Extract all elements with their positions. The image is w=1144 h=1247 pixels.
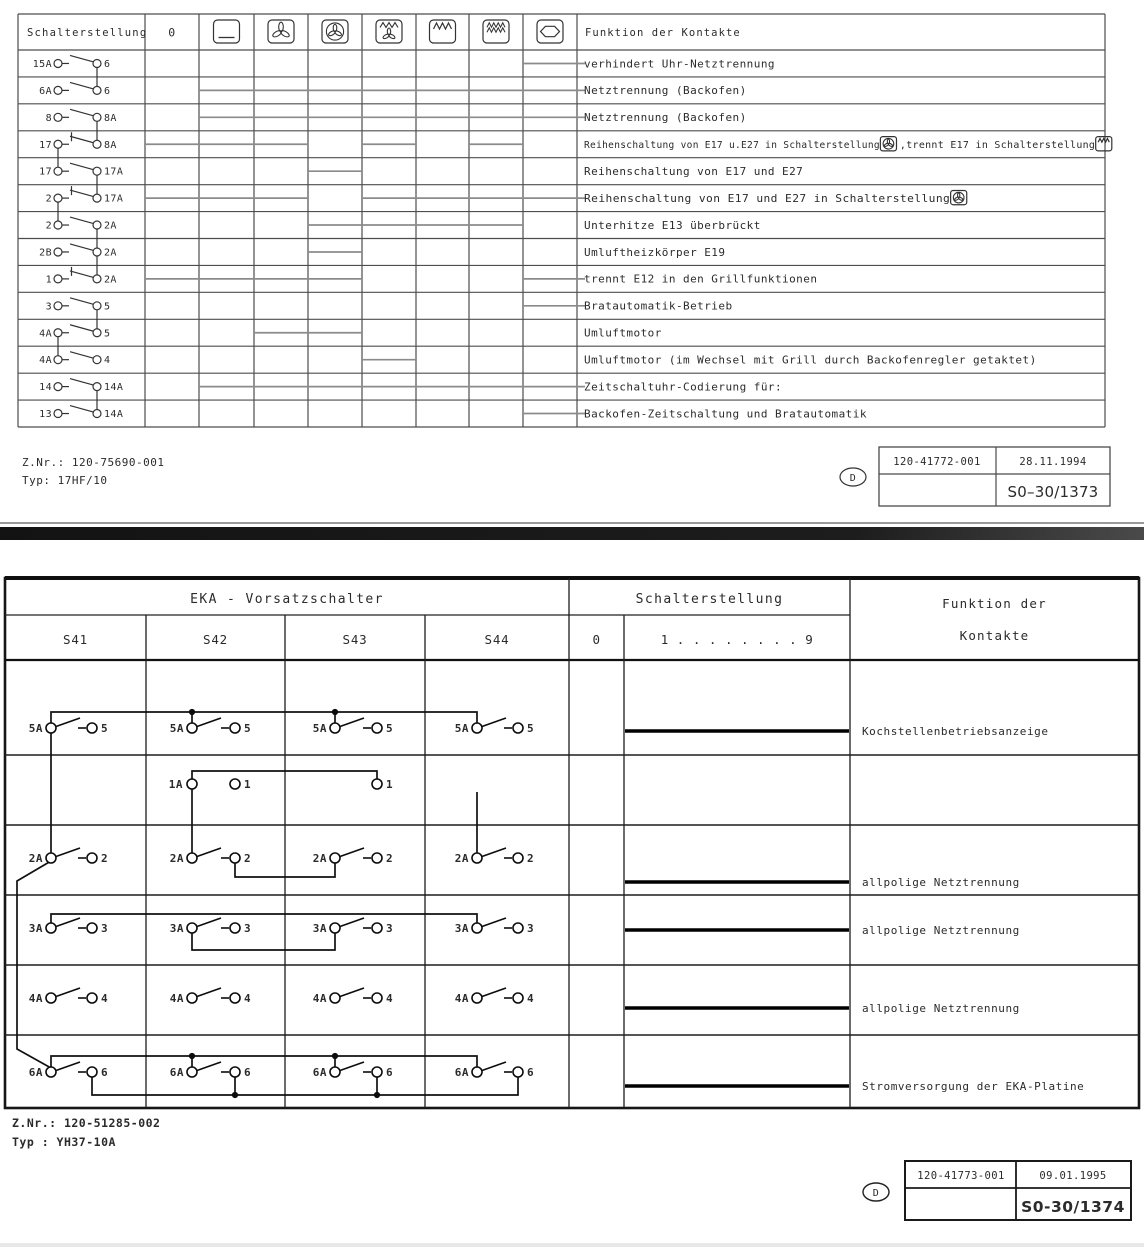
sheet-number: S0-30/1374 xyxy=(1021,1198,1125,1216)
contact-label-right: 2 xyxy=(244,852,252,865)
contact-label-left: 4A xyxy=(39,328,52,340)
contact-circle-left xyxy=(54,275,62,283)
switch-lever xyxy=(197,1062,221,1071)
contact-circle-right xyxy=(93,329,101,337)
contact-circle-right xyxy=(93,356,101,364)
contact-label-right: 6 xyxy=(104,85,111,97)
contact-label-left: 2A xyxy=(312,852,327,865)
function-text: verhindert Uhr-Netztrennung xyxy=(584,57,775,71)
switch-lever xyxy=(197,848,221,857)
contact-circle-right xyxy=(93,167,101,175)
contact-circle-left xyxy=(46,923,56,933)
contact-label-right: 5 xyxy=(386,722,394,735)
line xyxy=(285,615,1108,1108)
oven-bottom-heat-icon xyxy=(214,20,240,43)
contact-label-left: 4A xyxy=(312,992,327,1005)
switch-symbol xyxy=(29,918,108,935)
switch-lever xyxy=(482,988,506,997)
function-text: Reihenschaltung von E17 u.E27 in Schalterstellung xyxy=(584,140,880,152)
switch-symbol xyxy=(313,918,393,935)
contact-label-right: 14A xyxy=(104,409,124,421)
function-text: Reihenschaltung von E17 und E27 xyxy=(584,164,804,178)
switch-lever xyxy=(340,848,364,857)
contact-circle-left xyxy=(46,993,56,1003)
contact-label-left: 6A xyxy=(28,1066,43,1079)
contact-circle-right xyxy=(230,993,240,1003)
contact-label-right: 4 xyxy=(386,992,394,1005)
contact-label-right: 8A xyxy=(104,112,117,124)
contact-circle-right xyxy=(513,1067,523,1077)
switch-row xyxy=(39,406,867,421)
doc-number: 120-41773-001 xyxy=(917,1170,1005,1182)
grill-zigzag-1 xyxy=(487,23,505,27)
contact-circle-right xyxy=(87,723,97,733)
switch-lever xyxy=(70,352,94,359)
contact-circle-right xyxy=(230,1067,240,1077)
contact-label-left: 14 xyxy=(39,382,52,394)
contact-circle-left xyxy=(187,1067,197,1077)
contact-label-right: 2 xyxy=(101,852,109,865)
contact-label-right: 8A xyxy=(104,139,117,151)
function-text: Backofen-Zeitschaltung und Bratautomatik xyxy=(584,407,867,421)
contact-label-right: 5 xyxy=(101,722,109,735)
header-schalterstellung: Schalterstellung xyxy=(635,592,784,607)
icon-frame xyxy=(214,20,240,43)
hexagon-icon xyxy=(537,20,563,43)
switch-symbol xyxy=(29,1062,108,1079)
switch-lever xyxy=(482,718,506,727)
contact-label: 1 xyxy=(386,778,394,791)
contact-label-right: 2 xyxy=(386,852,394,865)
contact-circle-left xyxy=(54,248,62,256)
switch-lever xyxy=(70,379,94,386)
switch-lever xyxy=(56,1062,80,1071)
contact-circle-right xyxy=(513,993,523,1003)
contact-label-right: 3 xyxy=(527,922,535,935)
fan-circle-icon xyxy=(322,20,348,43)
header-position-range: 1 . . . . . . . . 9 xyxy=(660,632,814,647)
switch-symbol xyxy=(455,718,534,735)
switch-lever xyxy=(197,718,221,727)
contact-circle-left xyxy=(46,853,56,863)
junction-dot xyxy=(232,1092,238,1098)
contact-circle xyxy=(187,779,197,789)
contact-label-right: 17A xyxy=(104,193,124,205)
contact-label-left: 5A xyxy=(454,722,469,735)
function-text: Kochstellenbetriebsanzeige xyxy=(862,725,1049,739)
junction-dot xyxy=(374,1092,380,1098)
switch-symbol xyxy=(455,988,534,1005)
switch-lever xyxy=(56,848,80,857)
contact-circle-right xyxy=(93,302,101,310)
junction-dot xyxy=(189,1053,195,1059)
contact-label-left: 3A xyxy=(28,922,43,935)
contact-label-right: 5 xyxy=(104,328,111,340)
contact-circle-left xyxy=(330,923,340,933)
table-border xyxy=(5,578,1139,1108)
switch-row xyxy=(39,244,725,259)
switch-lever xyxy=(340,718,364,727)
contact-circle-left xyxy=(54,86,62,94)
junction-dot xyxy=(332,709,338,715)
fan-hub xyxy=(388,34,390,36)
function-text: Umluftmotor xyxy=(584,326,662,340)
switch-lever xyxy=(70,271,94,278)
contact-label-left: 15A xyxy=(32,58,52,70)
contact-circle-left xyxy=(54,167,62,175)
contact-label-right: 6 xyxy=(527,1066,535,1079)
wire xyxy=(51,914,477,928)
function-text: Bratautomatik-Betrieb xyxy=(584,299,733,313)
page-separator xyxy=(0,522,1144,540)
switch-row xyxy=(46,298,733,313)
contact-circle-right xyxy=(93,140,101,148)
contact-label-right: 3 xyxy=(244,922,252,935)
contact-circle-left xyxy=(54,356,62,364)
switch-lever xyxy=(70,406,94,413)
contact-label-right: 6 xyxy=(101,1066,109,1079)
fan-hub xyxy=(334,31,336,33)
contact-circle-right xyxy=(93,113,101,121)
switch-lever xyxy=(56,918,80,927)
header-zero: 0 xyxy=(592,632,601,647)
switch-symbol xyxy=(29,848,108,865)
contact-circle-right xyxy=(513,723,523,733)
contact-circle-right xyxy=(87,853,97,863)
switch-lever xyxy=(70,109,94,116)
contact-label-left: 5A xyxy=(28,722,43,735)
switch-row xyxy=(29,848,534,865)
doc-date: 09.01.1995 xyxy=(1039,1170,1107,1182)
fan-circle-icon xyxy=(880,137,896,151)
contact-circle-right xyxy=(230,853,240,863)
contact-label-left: 3 xyxy=(45,301,52,313)
switch-row xyxy=(29,1062,534,1079)
switch-lever xyxy=(340,918,364,927)
function-text: Umluftmotor (im Wechsel mit Grill durch Backofenregler getaktet) xyxy=(584,353,1037,367)
header-funktion-2: Kontakte xyxy=(959,628,1030,643)
contact-label-left: 3A xyxy=(454,922,469,935)
switch-lever xyxy=(482,848,506,857)
switch-symbol xyxy=(455,848,534,865)
sheet-number: S0–30/1373 xyxy=(1007,483,1099,501)
eka-vorsatzschalter-table xyxy=(5,578,1139,1220)
col-header-schalterstellung: Schalterstellung xyxy=(27,27,148,39)
switch-lever xyxy=(482,918,506,927)
contact-label: 1A xyxy=(168,778,183,791)
contact-label-left: 2B xyxy=(39,247,52,259)
grill-icon xyxy=(430,20,456,43)
contact-circle-left xyxy=(472,853,482,863)
contact-circle-right xyxy=(87,1067,97,1077)
header-eka-vorsatzschalter: EKA - Vorsatzschalter xyxy=(190,592,384,607)
contact-circle-right xyxy=(513,923,523,933)
hexagon-shape xyxy=(541,26,560,36)
grill-zigzag xyxy=(380,23,398,28)
contact-label-left: 17 xyxy=(39,139,52,151)
col-header-funktion: Funktion der Kontakte xyxy=(585,27,741,39)
switch-lever xyxy=(70,325,94,332)
contact-circle-left xyxy=(187,853,197,863)
switch-row xyxy=(33,55,775,70)
fan-hub xyxy=(280,30,282,32)
wire xyxy=(51,712,477,728)
function-text: Netztrennung (Backofen) xyxy=(584,111,747,125)
contact-circle-left xyxy=(54,383,62,391)
switch-row xyxy=(39,163,803,178)
contact-circle-left xyxy=(54,221,62,229)
contact-circle-left xyxy=(54,194,62,202)
function-text: Netztrennung (Backofen) xyxy=(584,84,747,98)
contact-circle-left xyxy=(472,723,482,733)
switch-lever xyxy=(70,136,94,143)
contact-circle-left xyxy=(330,993,340,1003)
contact-circle-left xyxy=(54,59,62,67)
contact-circle-left xyxy=(187,923,197,933)
function-text: allpolige Netztrennung xyxy=(862,876,1020,890)
contact-label-right: 5 xyxy=(244,722,252,735)
header-s42: S42 xyxy=(203,632,228,647)
function-text: Umluftheizkörper E19 xyxy=(584,245,726,259)
contact-label-left: 3A xyxy=(312,922,327,935)
contact-circle-left xyxy=(330,723,340,733)
junction-dot xyxy=(189,709,195,715)
contact-circle-left xyxy=(54,410,62,418)
contact-label-left: 5A xyxy=(169,722,184,735)
fan-icon xyxy=(268,20,294,43)
line xyxy=(146,615,1108,1108)
contact-label-right: 6 xyxy=(244,1066,252,1079)
switch-lever xyxy=(482,1062,506,1071)
contact-circle-left xyxy=(472,923,482,933)
switch-row xyxy=(46,109,747,124)
grill-icon xyxy=(1096,137,1112,151)
doc-date: 28.11.1994 xyxy=(1019,456,1087,468)
contact-label-right: 2A xyxy=(104,220,117,232)
oven-switch-table xyxy=(18,14,1112,506)
contact-circle-left xyxy=(46,723,56,733)
contact-label-right: 5 xyxy=(527,722,535,735)
switch-lever xyxy=(70,244,94,251)
switch-row xyxy=(39,325,662,340)
contact-circle-left xyxy=(330,1067,340,1077)
contact-circle-right xyxy=(230,923,240,933)
switch-symbol xyxy=(170,988,251,1005)
fan-grill-icon xyxy=(376,20,402,43)
contact-circle-right xyxy=(87,993,97,1003)
contact-label-left: 4A xyxy=(39,355,52,367)
contact-circle-right xyxy=(87,923,97,933)
contact-label-right: 17A xyxy=(104,166,124,178)
contact-label-left: 2 xyxy=(45,220,52,232)
contact-label-left: 1 xyxy=(45,274,52,286)
switch-symbol xyxy=(313,848,393,865)
switch-row xyxy=(29,718,534,735)
switch-row xyxy=(29,988,534,1005)
contact-circle-left xyxy=(46,1067,56,1077)
contact-circle-right xyxy=(93,86,101,94)
switch-lever xyxy=(197,918,221,927)
contact-label-left: 6A xyxy=(39,85,52,97)
contact-circle-left xyxy=(330,853,340,863)
contact-label-left: 2A xyxy=(169,852,184,865)
header-s44: S44 xyxy=(484,632,510,647)
contact-circle-left xyxy=(54,329,62,337)
switch-lever xyxy=(197,988,221,997)
header-funktion-1: Funktion der xyxy=(942,596,1047,611)
contact-circle-right xyxy=(372,723,382,733)
switch-row xyxy=(169,778,393,791)
znr-line: Z.Nr.: 120-51285-002 xyxy=(12,1116,161,1130)
contact-circle-left xyxy=(54,302,62,310)
function-text: Stromversorgung der EKA-Platine xyxy=(862,1080,1085,1094)
junction-dot xyxy=(332,1053,338,1059)
contact-label-left: 3A xyxy=(169,922,184,935)
contact-circle-left xyxy=(54,113,62,121)
switch-row xyxy=(39,132,1112,151)
contact-circle-right xyxy=(372,923,382,933)
contact-label-left: 17 xyxy=(39,166,52,178)
fan-hub xyxy=(958,197,959,198)
contact-circle-right xyxy=(93,383,101,391)
contact-circle-right xyxy=(93,221,101,229)
contact-label-left: 6A xyxy=(312,1066,327,1079)
contact-circle-left xyxy=(54,140,62,148)
contact-label-left: 2A xyxy=(454,852,469,865)
switch-symbol xyxy=(313,718,393,735)
contact-circle xyxy=(230,779,240,789)
contact-circle-left xyxy=(472,1067,482,1077)
separator-thin-line xyxy=(0,522,1144,524)
function-text: Zeitschaltuhr-Codierung für: xyxy=(584,380,783,394)
contact-label-right: 4 xyxy=(244,992,252,1005)
switch-symbol xyxy=(313,988,393,1005)
grill-zigzag xyxy=(1098,138,1109,142)
switch-row xyxy=(39,352,1037,367)
contact-label-left: 6A xyxy=(169,1066,184,1079)
contact-label-right: 6 xyxy=(104,58,111,70)
contact-circle-left xyxy=(187,723,197,733)
contact-label-right: 6 xyxy=(386,1066,394,1079)
switch-row xyxy=(29,918,534,935)
switch-lever xyxy=(70,190,94,197)
doc-number: 120-41772-001 xyxy=(893,456,981,468)
function-text: Reihenschaltung von E17 und E27 in Schalterstellung xyxy=(584,191,951,205)
switch-row xyxy=(46,217,761,232)
contact-circle-right xyxy=(372,1067,382,1077)
switch-lever xyxy=(56,718,80,727)
switch-symbol xyxy=(455,918,534,935)
function-text: Unterhitze E13 überbrückt xyxy=(584,218,761,232)
switch-symbol xyxy=(29,718,108,735)
switch-lever xyxy=(340,1062,364,1071)
contact-label-right: 4 xyxy=(104,355,111,367)
header-s43: S43 xyxy=(342,632,368,647)
contact-label-right: 2 xyxy=(527,852,535,865)
switch-symbol xyxy=(313,1062,393,1079)
contact-label-right: 3 xyxy=(101,922,109,935)
contact-circle xyxy=(372,779,382,789)
contact-label-right: 5 xyxy=(104,301,111,313)
contact-label-left: 6A xyxy=(454,1066,469,1079)
switch-lever xyxy=(340,988,364,997)
grill-double-icon xyxy=(483,20,509,43)
contact-circle-right xyxy=(93,59,101,67)
approval-letter: D xyxy=(872,1188,880,1199)
switch-symbol xyxy=(455,1062,534,1079)
contact-circle-left xyxy=(472,993,482,1003)
contact-label-left: 2A xyxy=(28,852,43,865)
function-text: allpolige Netztrennung xyxy=(862,924,1020,938)
wire xyxy=(51,1056,477,1072)
function-text: trennt E12 in den Grillfunktionen xyxy=(584,272,818,286)
contact-circle-left xyxy=(187,993,197,1003)
contact-label-left: 8 xyxy=(45,112,52,124)
switch-lever xyxy=(56,988,80,997)
switch-symbol xyxy=(170,848,251,865)
grill-zigzag-2 xyxy=(487,28,505,32)
contact-label-left: 4A xyxy=(169,992,184,1005)
contact-label-right: 3 xyxy=(386,922,394,935)
switch-lever xyxy=(70,163,94,170)
contact-circle-right xyxy=(372,993,382,1003)
switch-lever xyxy=(70,298,94,305)
function-text: allpolige Netztrennung xyxy=(862,1002,1020,1016)
switch-symbol xyxy=(29,988,108,1005)
switch-symbol xyxy=(170,918,251,935)
switch-lever xyxy=(70,55,94,62)
typ-line: Typ: 17HF/10 xyxy=(22,474,108,487)
contact-label-left: 4A xyxy=(454,992,469,1005)
function-text: ,trennt E17 in Schalterstellung xyxy=(899,140,1096,152)
switch-lever xyxy=(70,217,94,224)
contact-circle-right xyxy=(93,275,101,283)
contact-label-right: 2A xyxy=(104,247,117,259)
approval-letter: D xyxy=(849,473,857,484)
contact-label-left: 13 xyxy=(39,409,52,421)
switch-row xyxy=(46,267,818,286)
contact-label-right: 2A xyxy=(104,274,117,286)
switch-symbol xyxy=(170,718,251,735)
fan-circle-icon xyxy=(951,190,967,204)
switch-row xyxy=(39,379,782,394)
typ-line: Typ : YH37-10A xyxy=(12,1135,116,1149)
contact-circle-right xyxy=(372,853,382,863)
contact-label: 1 xyxy=(244,778,252,791)
header-s41: S41 xyxy=(63,632,88,647)
contact-circle-right xyxy=(93,248,101,256)
grill-zigzag xyxy=(434,23,452,29)
contact-circle-right xyxy=(93,194,101,202)
contact-circle-right xyxy=(513,853,523,863)
znr-line: Z.Nr.: 120-75690-001 xyxy=(22,456,165,469)
contact-circle-right xyxy=(230,723,240,733)
contact-label-right: 4 xyxy=(527,992,535,1005)
contact-label-left: 5A xyxy=(312,722,327,735)
contact-circle-right xyxy=(93,410,101,418)
contact-label-right: 14A xyxy=(104,382,124,394)
fan-hub xyxy=(888,143,889,144)
separator-band xyxy=(0,527,1144,540)
switch-symbol xyxy=(170,1062,251,1079)
contact-label-left: 4A xyxy=(28,992,43,1005)
switch-row xyxy=(46,186,967,205)
col-header-zero: 0 xyxy=(168,25,176,40)
contact-label-right: 4 xyxy=(101,992,109,1005)
switch-lever xyxy=(70,82,94,89)
contact-label-left: 2 xyxy=(45,193,52,205)
